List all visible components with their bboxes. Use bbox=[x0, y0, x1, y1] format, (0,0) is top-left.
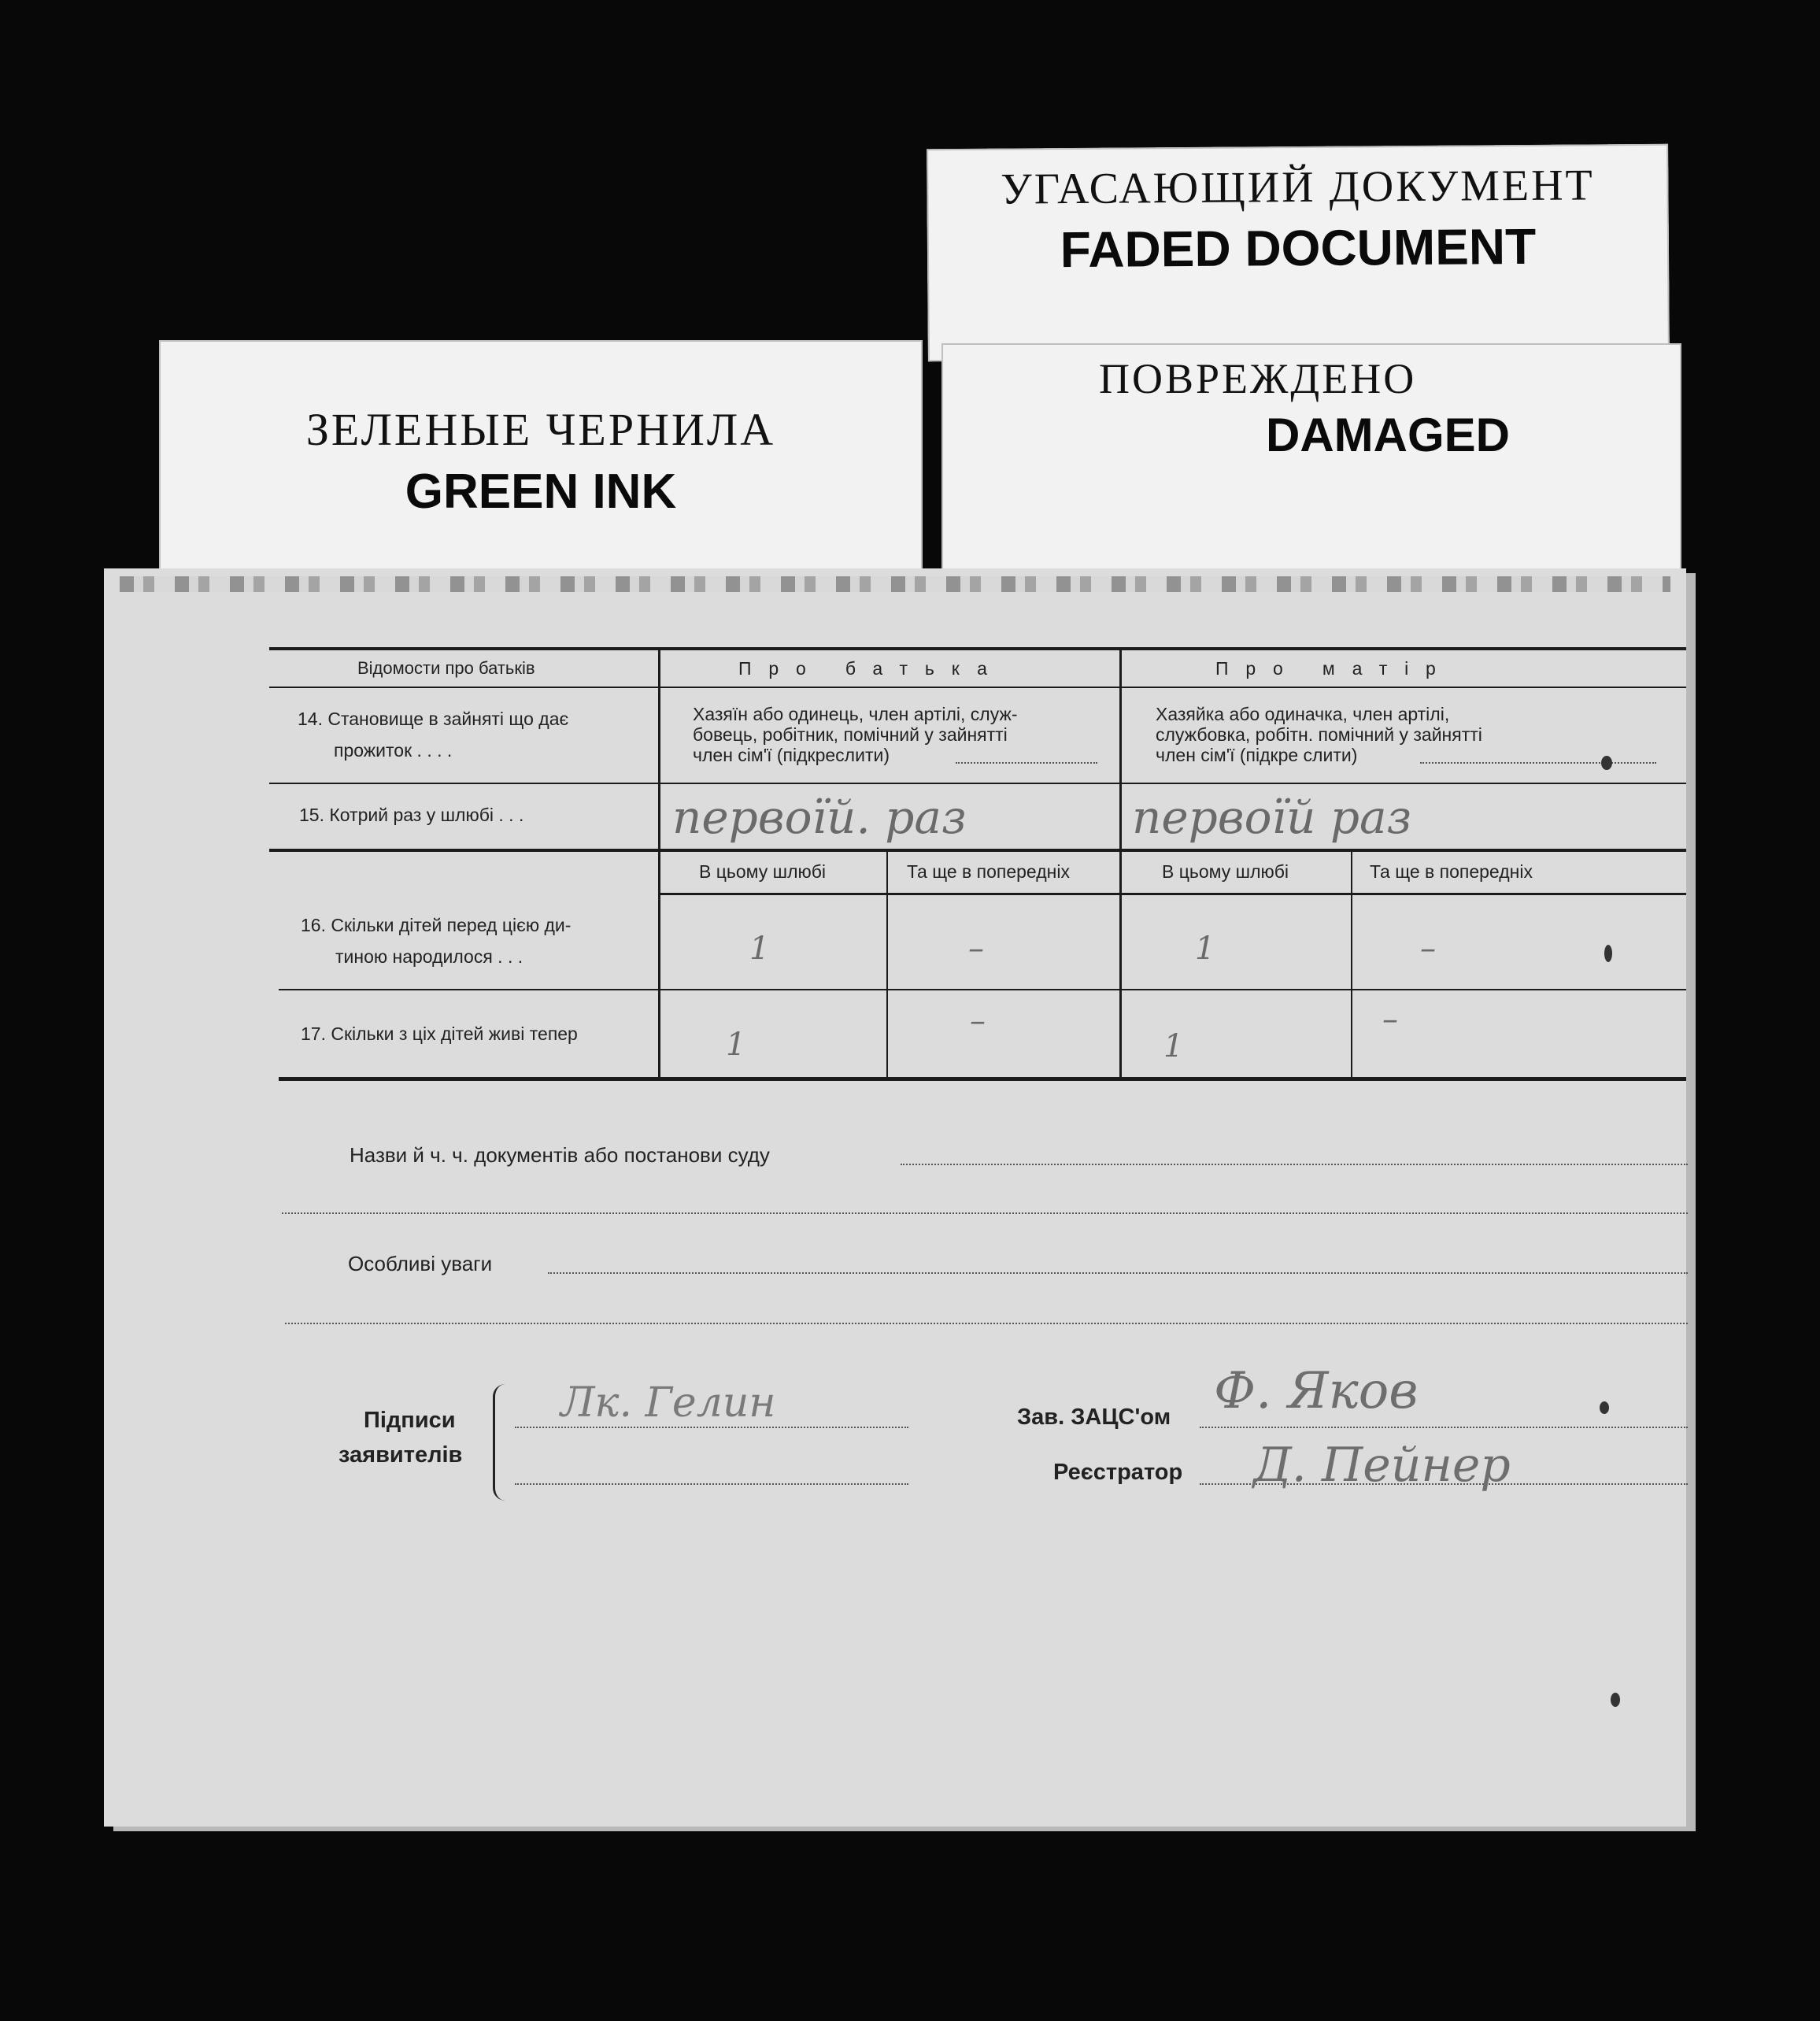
torn-top-strip bbox=[120, 576, 1670, 592]
subheader-rule bbox=[660, 893, 1686, 895]
col-divider-1 bbox=[658, 647, 660, 1080]
row14-father-line1: Хазяїн або одинець, член артілі, служ- bbox=[693, 704, 1018, 724]
head-label: Зав. ЗАЦС'ом bbox=[1017, 1405, 1171, 1430]
row16-label-line2: тиною народилося . . . bbox=[335, 946, 523, 967]
row15-mother-handwriting: первоїй раз bbox=[1132, 790, 1412, 844]
head-signature-line bbox=[1200, 1427, 1688, 1428]
col-divider-sub-father bbox=[886, 849, 888, 1080]
applicant-signature-line-2 bbox=[515, 1483, 908, 1485]
applicant-signature: Лк. Гелин bbox=[560, 1379, 776, 1427]
row14-mother-dots bbox=[1420, 762, 1656, 764]
row16-rule bbox=[279, 989, 1686, 990]
ink-speck bbox=[1611, 1693, 1620, 1707]
applicants-brace bbox=[493, 1384, 506, 1501]
applicants-signatures-label-line1: Підписи bbox=[364, 1408, 456, 1433]
faded-document-ru: УГАСАЮЩИЙ ДОКУМЕНТ bbox=[1000, 161, 1595, 214]
damaged-tag bbox=[941, 343, 1681, 579]
row15-label: 15. Котрий раз у шлюбі . . . bbox=[299, 805, 524, 825]
header-parents-info: Відомости про батьків bbox=[357, 658, 535, 678]
faded-document-tag bbox=[927, 144, 1670, 362]
remarks-label: Особливі уваги bbox=[348, 1252, 493, 1275]
header-mother: Про матір bbox=[1215, 658, 1453, 679]
col-divider-2 bbox=[1119, 647, 1122, 1080]
registrar-label: Реєстратор bbox=[1053, 1460, 1183, 1485]
remarks-dots-2 bbox=[285, 1323, 1688, 1324]
row17-father-this: 1 bbox=[726, 1027, 746, 1063]
applicant-signature-line-1 bbox=[515, 1427, 908, 1428]
ink-speck bbox=[1604, 945, 1612, 962]
green-ink-tag bbox=[159, 340, 923, 576]
head-signature: Ф. Яков bbox=[1214, 1362, 1419, 1420]
damaged-en: DAMAGED bbox=[1266, 409, 1510, 461]
header-father: Про батька bbox=[738, 658, 1004, 679]
subheader-father-previous: Та ще в попередніх bbox=[907, 861, 1070, 882]
row14-father-line3: член сім'ї (підкреслити) bbox=[693, 745, 890, 765]
row15-father-handwriting: первоїй. раз bbox=[672, 790, 967, 844]
row15-rule bbox=[269, 849, 1686, 852]
row16-mother-previous: – bbox=[1420, 931, 1436, 967]
documents-dots-2 bbox=[282, 1212, 1688, 1214]
ink-speck bbox=[1601, 756, 1612, 770]
remarks-dots-1 bbox=[548, 1272, 1688, 1274]
row16-mother-this: 1 bbox=[1195, 931, 1215, 967]
col-divider-sub-mother bbox=[1351, 849, 1352, 1080]
row17-mother-this: 1 bbox=[1163, 1028, 1184, 1064]
registration-form-page bbox=[104, 568, 1686, 1827]
row14-label-line1: 14. Становище в зайняті що дає bbox=[298, 709, 569, 729]
row14-label-line2: прожиток . . . . bbox=[334, 740, 453, 761]
subheader-father-this-marriage: В цьому шлюбі bbox=[699, 861, 827, 882]
subheader-mother-this-marriage: В цьому шлюбі bbox=[1162, 861, 1289, 882]
row14-mother-line1: Хазяйка або одиначка, член артілі, bbox=[1156, 704, 1450, 724]
table-bottom-rule bbox=[279, 1077, 1686, 1081]
row17-label: 17. Скільки з ціх дітей живі тепер bbox=[301, 1023, 578, 1044]
green-ink-en: GREEN INK bbox=[405, 465, 677, 519]
row16-father-previous: – bbox=[968, 931, 984, 967]
row14-father-dots bbox=[956, 762, 1097, 764]
row16-father-this: 1 bbox=[749, 931, 770, 967]
row14-mother-line2: службовка, робітн. помічний у зайнятті bbox=[1156, 724, 1482, 745]
row17-mother-previous: – bbox=[1382, 1001, 1398, 1038]
subheader-mother-previous: Та ще в попередніх bbox=[1370, 861, 1533, 882]
green-ink-ru: ЗЕЛЕНЫЕ ЧЕРНИЛА bbox=[305, 404, 776, 455]
row14-rule bbox=[269, 783, 1686, 784]
faded-document-en: FADED DOCUMENT bbox=[1060, 217, 1537, 279]
row17-father-previous: – bbox=[970, 1003, 986, 1039]
row16-label-line1: 16. Скільки дітей перед цією ди- bbox=[301, 915, 572, 935]
table-top-rule bbox=[269, 647, 1686, 650]
documents-label: Назви й ч. ч. документів або постанови суду bbox=[350, 1143, 770, 1167]
registrar-signature: Д. Пейнер bbox=[1253, 1438, 1511, 1493]
damaged-ru: ПОВРЕЖДЕНО bbox=[1099, 355, 1417, 402]
documents-dots-1 bbox=[901, 1164, 1688, 1165]
ink-speck bbox=[1600, 1401, 1609, 1414]
row14-mother-line3: член сім'ї (підкре слити) bbox=[1156, 745, 1358, 765]
row14-father-line2: бовець, робітник, помічний у зайнятті bbox=[693, 724, 1008, 745]
applicants-signatures-label-line2: заявителів bbox=[338, 1442, 463, 1468]
table-header-rule bbox=[269, 687, 1686, 688]
